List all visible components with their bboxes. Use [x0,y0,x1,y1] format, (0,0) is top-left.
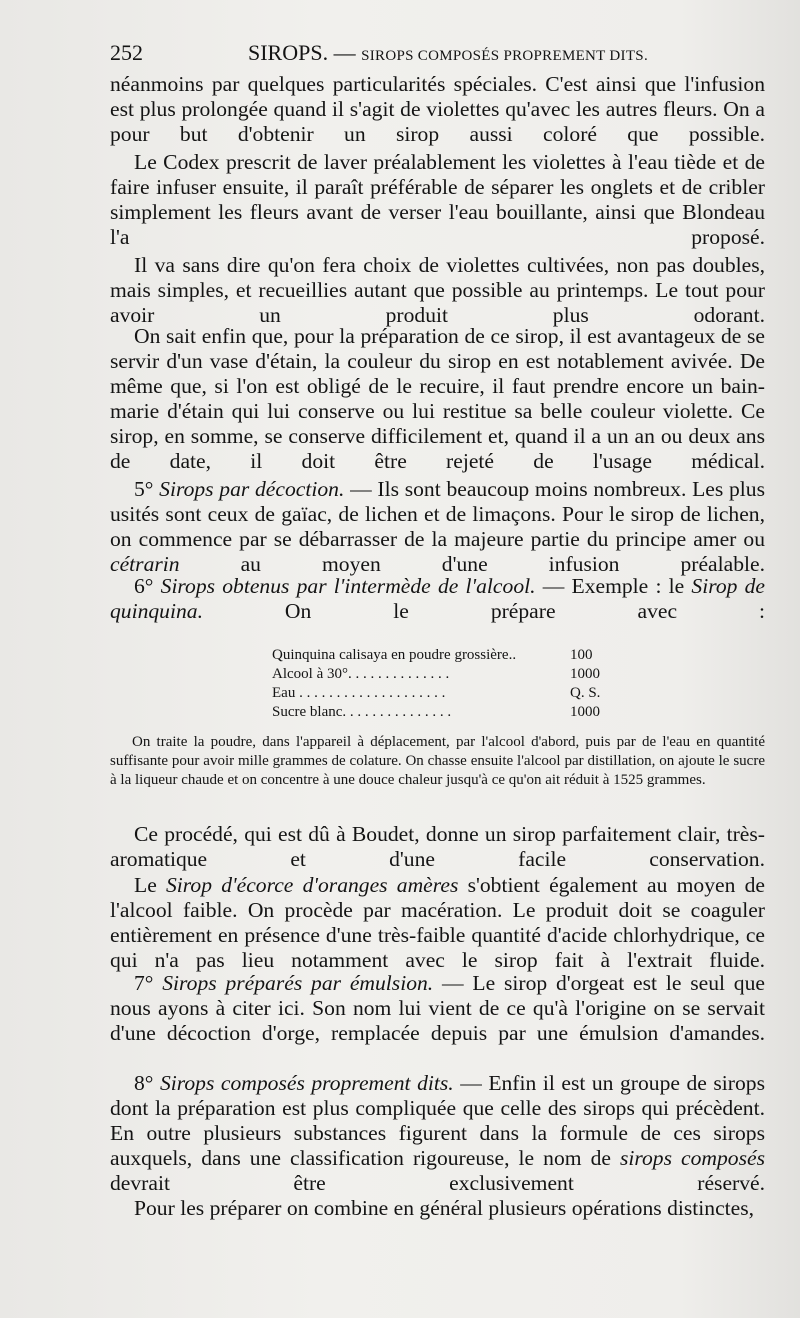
recipe-note: On traite la poudre, dans l'appareil à déplacement, par l'alcool d'abord, puis par de l'eau en quantité suffisante pour avoir mille grammes de colature. On chasse ensuite l'alcool par distillation, on ajoute le sucre à la liqueur chaude et on concentre à une douce chaleur jusqu'à ce qu'on ait réduit à 1525 grammes. [110,734,765,788]
section-number: 8° [134,1071,154,1095]
running-header [110,40,772,70]
recipe-row [272,684,622,703]
recipe-row [272,665,622,684]
paragraph-boudet: Ce procédé, qui est dû à Boudet, donne un sirop parfaitement clair, très-aromatique et d'une facile conservation. [110,822,765,871]
term-sirops-composes: sirops composés [619,1146,765,1170]
recipe-list [272,646,622,722]
ingredient-name: Alcool à 30°. . . . . . . . . . . . . . [272,666,450,682]
paragraph-final: Pour les préparer on combine en général plusieurs opérations distinctes, [134,1196,755,1220]
ingredient-name: Eau . . . . . . . . . . . . . . . . . . . . [272,685,446,701]
paragraph-continued: néanmoins par quelques particularités spéciales. C'est ainsi que l'infusion est plus prolongée quand il s'agit de violettes qu'avec les autres fleurs. On a pour but d'obtenir un sirop aussi coloré que possible. [110,72,765,146]
section-number: 6° [134,574,154,598]
section-text-end: devrait être exclusivement réservé. [110,1171,765,1195]
paragraph-etain: On sait enfin que, pour la préparation de ce sirop, il est avantageux de se servir d'un vase d'étain, la couleur du sirop en est notablement avivée. De même que, si l'on est obligé de le recuire, il faut prendre encore un bain-marie d'étain qui lui conserve ou lui restitue sa belle couleur violette. Ce sirop, en somme, se conserve difficilement et, quand il a un an ou deux ans de date, il doit être rejeté de l'usage médical. [110,324,765,473]
paragraph-violettes: Il va sans dire qu'on fera choix de violettes cultivées, non pas doubles, mais simples, et recueillies autant que possible au printemps. Le tout pour avoir un produit plus odorant. [110,253,765,327]
section-heading: Sirops par décoction. [159,477,345,501]
section-title: SIROPS COMPOSÉS PROPREMENT DITS. [361,48,648,64]
ingredient-name: Sucre blanc. . . . . . . . . . . . . . . [272,704,452,720]
section-number: 7° [134,971,154,995]
title-separator: — [328,40,362,65]
recipe-row [272,646,622,665]
running-title [248,40,648,66]
ingredient-quantity: 1000 [570,704,600,720]
section-text-end: au moyen d'une infusion préalable. [179,552,765,576]
section-emulsion [110,971,765,1046]
section-alcool [110,574,765,624]
page-number: 252 [110,40,143,65]
term-sirop-quinquina: Sirop de quinquina. [110,574,765,623]
text-start: Le [134,873,166,897]
section-text-end: On le prépare avec : [202,599,765,623]
paragraph-oranges [110,873,765,973]
section-number: 5° [134,477,154,501]
text-end: s'obtient également au moyen de l'alcool faible. On procède par macération. Le produit doit se coaguler entièrement en présence d'une très-faible quantité d'acide chlorhydrique, ce qui n'a pas lieu notamment avec le sirop fait à l'extrait fluide. [110,873,765,972]
section-heading: Sirops composés proprement dits. [159,1071,454,1095]
section-text: — Exemple : le [535,574,692,598]
ingredient-quantity: 1000 [570,666,600,682]
section-composes [110,1071,765,1196]
section-heading: Sirops obtenus par l'intermède de l'alcool. [160,574,536,598]
ingredient-name: Quinquina calisaya en poudre grossière.. [272,647,517,663]
section-text: — Ils sont beaucoup moins nombreux. Les plus usités sont ceux de gaïac, de lichen et de limaçons. Pour le sirop de lichen, on commence par se débarrasser de la majeure partie du principe amer ou [110,477,766,551]
ingredient-quantity: 100 [570,647,593,663]
section-decoction [110,477,765,577]
section-heading: Sirops préparés par émulsion. [162,971,434,995]
recipe-row [272,703,622,722]
paragraph-codex: Le Codex prescrit de laver préalablement les violettes à l'eau tiède et de faire infuser ensuite, il paraît préférable de séparer les onglets et de cribler simplement les fleurs avant de verser l'eau bouillante, ainsi que Blondeau l'a proposé. [110,150,765,249]
ingredient-quantity: Q. S. [570,685,601,701]
term-sirop-oranges: Sirop d'écorce d'oranges amères [166,873,459,897]
chapter-title: SIROPS. [248,40,329,65]
section-text: — Enfin il est un groupe de sirops dont la préparation est plus compliquée que celle des sirops qui précèdent. En outre plusieurs substances figurent dans la formule de ces sirops auxquels, dans une classification rigoureuse, le nom de [110,1071,765,1170]
section-text: — Le sirop d'orgeat est le seul que nous ayons à citer ici. Son nom lui vient de ce qu'à l'origine on se servait d'une décoction d'orge, remplacée depuis par une émulsion d'amandes. [110,971,765,1045]
term-cetrarin: cétrarin [110,552,180,576]
